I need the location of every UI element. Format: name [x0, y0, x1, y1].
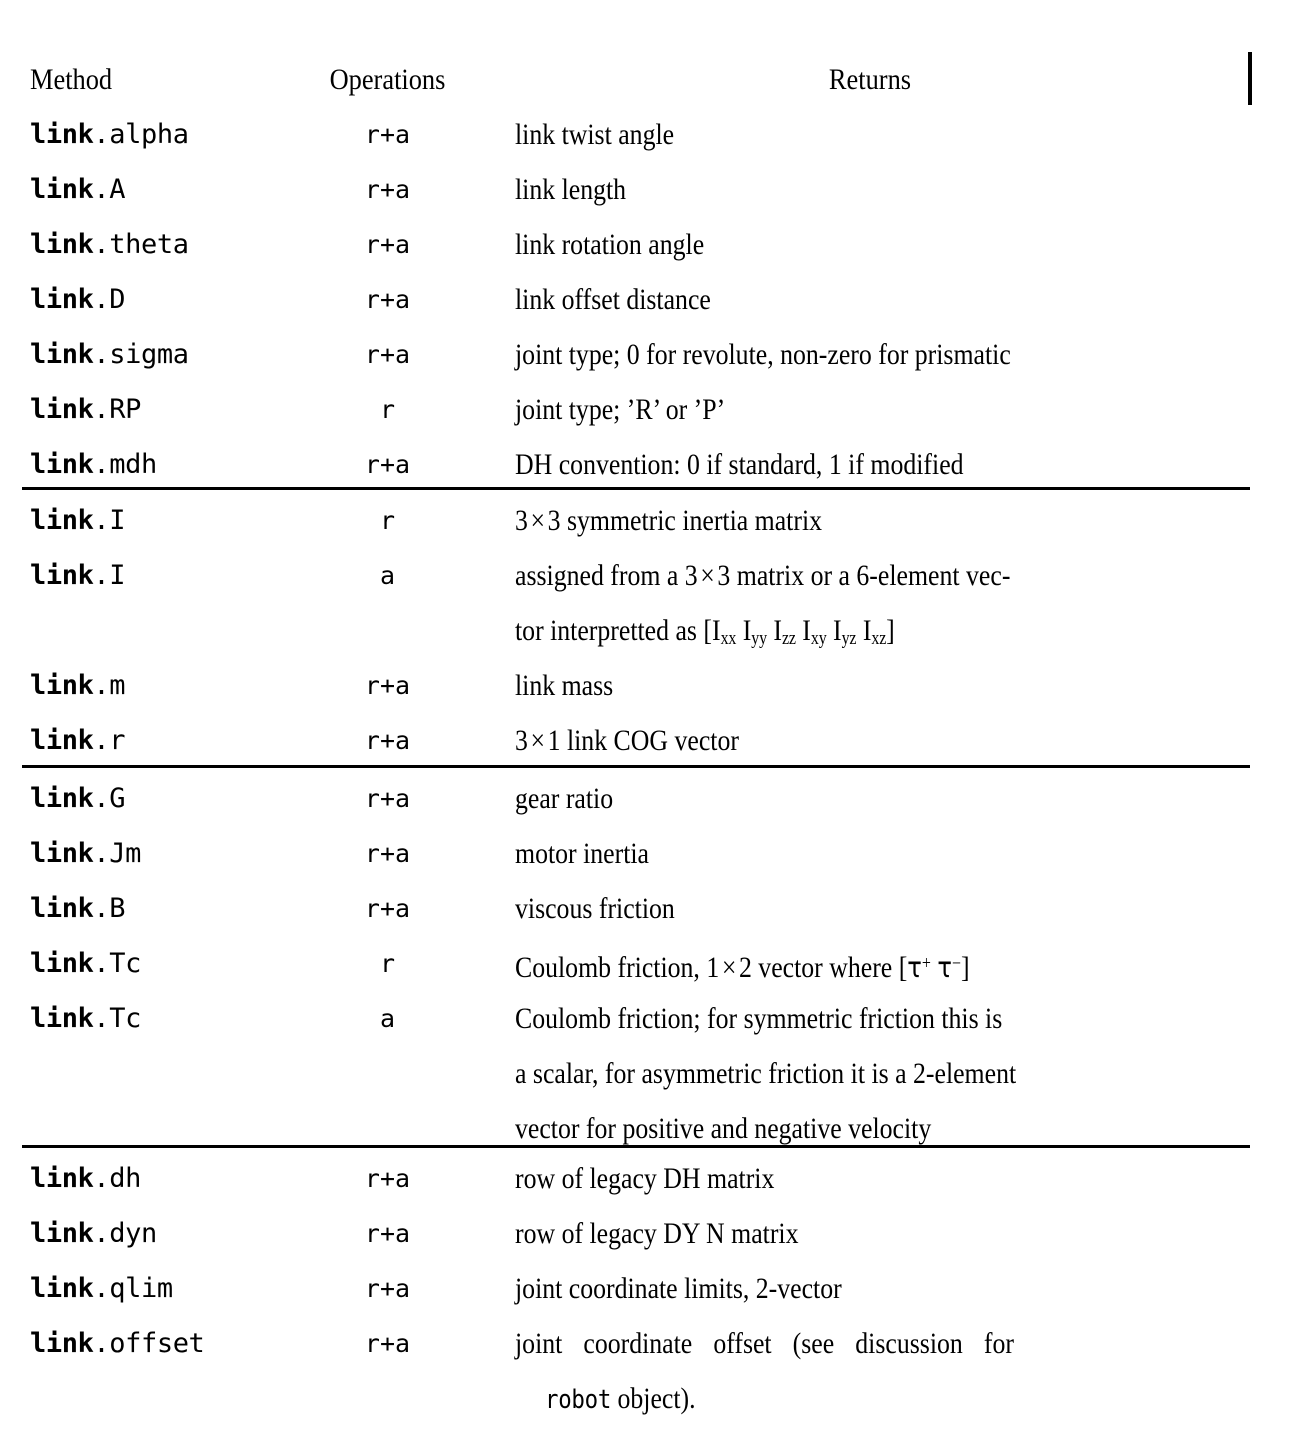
row-method-name: link.qlim: [30, 1273, 173, 1304]
row-method-name: link.theta: [30, 229, 189, 260]
table-row: [0, 382, 1294, 437]
row-returns: assigned from a 3×3 matrix or a 6-element vec-: [515, 559, 1011, 592]
row-operations: r+a: [364, 285, 411, 314]
row-operations: a: [379, 561, 396, 590]
column-header-operations: Operations: [329, 63, 446, 96]
row-operations: r+a: [364, 839, 411, 868]
table-row: [0, 548, 1294, 603]
row-operations: r+a: [364, 340, 411, 369]
row-operations: r+a: [364, 120, 411, 149]
table-row: [0, 936, 1294, 991]
table-row: [0, 881, 1294, 936]
tau-positive-superscript: +: [921, 953, 931, 974]
row-method-name: link.alpha: [30, 119, 189, 150]
inertia-subscript: xy: [810, 628, 827, 650]
table-row: [0, 1316, 1294, 1371]
section-divider: [22, 765, 1250, 768]
row-returns-continuation: a scalar, for asymmetric friction it is a 2-element: [515, 1057, 1017, 1090]
row-returns: joint coordinate limits, 2-vector: [515, 1272, 842, 1305]
table-row: [0, 162, 1294, 217]
inertia-subscript: xz: [871, 628, 887, 650]
row-returns: Coulomb friction; for symmetric friction this is: [515, 1002, 1003, 1035]
inertia-subscript: yz: [841, 628, 857, 650]
row-method-name: link.A: [30, 174, 126, 205]
row-returns: link rotation angle: [515, 228, 705, 261]
row-operations: r+a: [364, 784, 411, 813]
row-operations: r+a: [364, 1164, 411, 1193]
multiplication-sign: ×: [530, 504, 546, 537]
row-method-name: link.m: [30, 670, 126, 701]
row-operations: r: [379, 395, 396, 424]
table-row: [0, 107, 1294, 162]
row-operations: r+a: [364, 894, 411, 923]
tau-negative-superscript: −: [951, 953, 962, 974]
row-operations: r: [379, 949, 396, 978]
row-operations: r+a: [364, 450, 411, 479]
multiplication-sign: ×: [700, 559, 715, 592]
table-row: [0, 658, 1294, 713]
table-header-row: [0, 52, 1294, 107]
section-divider: [22, 487, 1250, 490]
column-header-method: Method: [30, 63, 113, 96]
row-returns: link twist angle: [515, 118, 675, 151]
row-operations: r+a: [364, 175, 411, 204]
row-returns: row of legacy DH matrix: [515, 1162, 775, 1195]
table-row: [0, 493, 1294, 548]
table-row: [0, 1151, 1294, 1206]
row-method-name: link.dyn: [30, 1218, 157, 1249]
row-returns: link length: [515, 173, 627, 206]
row-method-name: link.I: [30, 560, 126, 591]
tau-symbol: τ: [907, 950, 922, 984]
row-operations: r: [379, 506, 396, 535]
row-returns-continuation: tor interpretted as [$I_{xx}$ $I_{yy}$ $I_{zz}$ $I_{xy}$ $I_{yz}$ $I_{xz}$]: [515, 614, 895, 650]
table-row: [0, 1261, 1294, 1316]
row-method-name: link.Tc: [30, 948, 141, 979]
table-row: [0, 437, 1294, 492]
row-returns: 3×1 link COG vector: [515, 724, 739, 757]
row-returns: viscous friction: [515, 892, 675, 925]
row-method-name: link.dh: [30, 1163, 141, 1194]
table-row: [0, 327, 1294, 382]
row-method-name: link.Tc: [30, 1003, 141, 1034]
row-method-name: link.G: [30, 783, 126, 814]
row-operations: a: [379, 1004, 396, 1033]
row-method-name: link.D: [30, 284, 126, 315]
row-operations: r+a: [364, 726, 411, 755]
robot-object-reference: robot: [545, 1385, 612, 1415]
table-row: [0, 1206, 1294, 1261]
row-returns: joint type; 0 for revolute, non-zero for prismatic: [515, 338, 1011, 371]
row-returns: 3×3 symmetric inertia matrix: [515, 504, 823, 537]
table-row: [0, 991, 1294, 1046]
table-row: [0, 217, 1294, 272]
inertia-subscript: xx: [720, 628, 737, 650]
row-returns: gear ratio: [515, 782, 614, 815]
row-operations: r+a: [364, 671, 411, 700]
table-row: [0, 771, 1294, 826]
tau-symbol: τ: [937, 950, 952, 984]
row-returns: joint coordinate offset (see discussion for: [515, 1327, 1014, 1360]
row-method-name: link.B: [30, 893, 126, 924]
row-method-name: link.RP: [30, 394, 141, 425]
row-returns-continuation: robot object).: [545, 1382, 696, 1415]
row-returns: joint type; ’R’ or ’P’: [515, 393, 726, 426]
row-method-name: link.I: [30, 505, 126, 536]
row-returns: DH convention: 0 if standard, 1 if modified: [515, 448, 964, 481]
multiplication-sign: ×: [530, 724, 546, 757]
row-operations: r+a: [364, 1329, 411, 1358]
row-returns: motor inertia: [515, 837, 649, 870]
table-row: [0, 272, 1294, 327]
row-method-name: link.r: [30, 725, 126, 756]
section-divider: [22, 1145, 1250, 1148]
row-operations: r+a: [364, 1274, 411, 1303]
inertia-subscript: yy: [751, 628, 767, 650]
row-returns: link mass: [515, 669, 614, 702]
row-method-name: link.offset: [30, 1328, 205, 1359]
row-method-name: link.sigma: [30, 339, 189, 370]
column-header-returns: Returns: [828, 63, 912, 96]
table-row: [0, 713, 1294, 768]
multiplication-sign: ×: [721, 950, 737, 984]
inertia-subscript: zz: [782, 628, 796, 650]
row-returns: Coulomb friction, 1×2 vector where [τ+ τ−]: [515, 950, 970, 984]
row-returns-continuation: vector for positive and negative velocity: [515, 1112, 932, 1145]
row-operations: r+a: [364, 230, 411, 259]
row-method-name: link.mdh: [30, 449, 157, 480]
table-row: [0, 826, 1294, 881]
row-method-name: link.Jm: [30, 838, 141, 869]
row-returns: row of legacy DY N matrix: [515, 1217, 799, 1250]
row-operations: r+a: [364, 1219, 411, 1248]
row-returns: link offset distance: [515, 283, 711, 316]
